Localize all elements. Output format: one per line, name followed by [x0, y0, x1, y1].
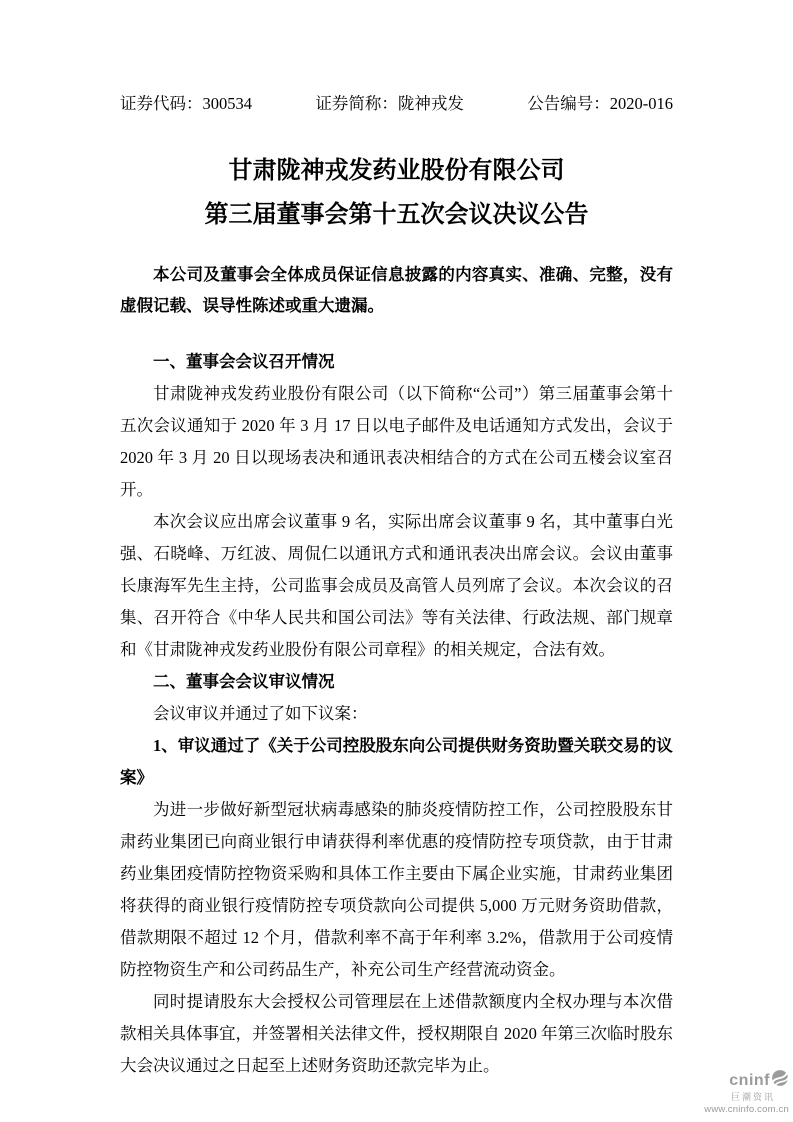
cninfo-chinese-name: 巨潮资讯 [730, 1091, 775, 1102]
resolution1-paragraph-authorization: 同时提请股东大会授权公司管理层在上述借款额度内全权办理与本次借款相关具体事宜，并签署相关法律文件，授权期限自 2020 年第三次临时股东大会决议通过之日起至上述财务资助还款完毕为止。 [120, 992, 673, 1075]
resolution1-heading: 1、审议通过了《关于公司控股股东向公司提供财务资助暨关联交易的议案》 [120, 736, 673, 787]
announcement-number: 公告编号：2020-016 [527, 94, 673, 113]
stock-code: 证券代码：300534 [120, 94, 252, 113]
disclosure-statement: 本公司及董事会全体成员保证信息披露的内容真实、准确、完整，没有虚假记载、误导性陈述或重大遗漏。 [120, 265, 673, 315]
cninfo-url: www.cninfo.com.cn [704, 1103, 789, 1115]
document-body [120, 346, 673, 1082]
cninfo-brand-row [704, 1069, 789, 1092]
document-title [120, 149, 673, 237]
title-company-name: 甘肃陇神戎发药业股份有限公司 [228, 158, 565, 184]
section1-heading: 一、董事会会议召开情况 [153, 352, 335, 371]
section1-paragraph-notice: 甘肃陇神戎发药业股份有限公司（以下简称“公司”）第三届董事会第十五次会议通知于 2020 年 3 月 17 日以电子邮件及电话通知方式发出，会议于 2020 年 3 月 20 日以现场表决和通讯表决相结合的方式在公司五楼会议室召开。 [120, 384, 673, 499]
resolution1-paragraph-loan: 为进一步做好新型冠状病毒感染的肺炎疫情防控工作，公司控股股东甘肃药业集团已向商业银行申请获得利率优惠的疫情防控专项贷款，由于甘肃药业集团疫情防控物资采购和具体工作主要由下属企业实施，甘肃药业集团将获得的商业银行疫情防控专项贷款向公司提供 5,000 万元财务资助借款，借款期限不超过 12 个月，借款利率不高于年利率 3.2%，借款用于公司疫情防控物资生产和公司药品生产，补充公司生产经营流动资金。 [120, 800, 673, 979]
cninfo-watermark [704, 1069, 789, 1115]
title-meeting-resolution: 第三届董事会第十五次会议决议公告 [204, 202, 589, 228]
cninfo-swirl-icon [771, 1069, 789, 1092]
cninfo-brand-text: cninf [729, 1071, 770, 1089]
document-header [120, 93, 673, 115]
section2-intro: 会议审议并通过了如下议案： [153, 704, 368, 723]
stock-short-name: 证券简称：陇神戎发 [315, 94, 464, 113]
section1-paragraph-attendance: 本次会议应出席会议董事 9 名，实际出席会议董事 9 名，其中董事白光强、石晓峰、万红波、周侃仁以通讯方式和通讯表决出席会议。会议由董事长康海军先生主持，公司监事会成员及高管人员列席了会议。本次会议的召集、召开符合《中华人民共和国公司法》等有关法律、行政法规、部门规章和《甘肃陇神戎发药业股份有限公司章程》的相关规定，合法有效。 [120, 512, 673, 659]
section2-heading: 二、董事会会议审议情况 [153, 672, 335, 691]
document-content [120, 0, 673, 1082]
